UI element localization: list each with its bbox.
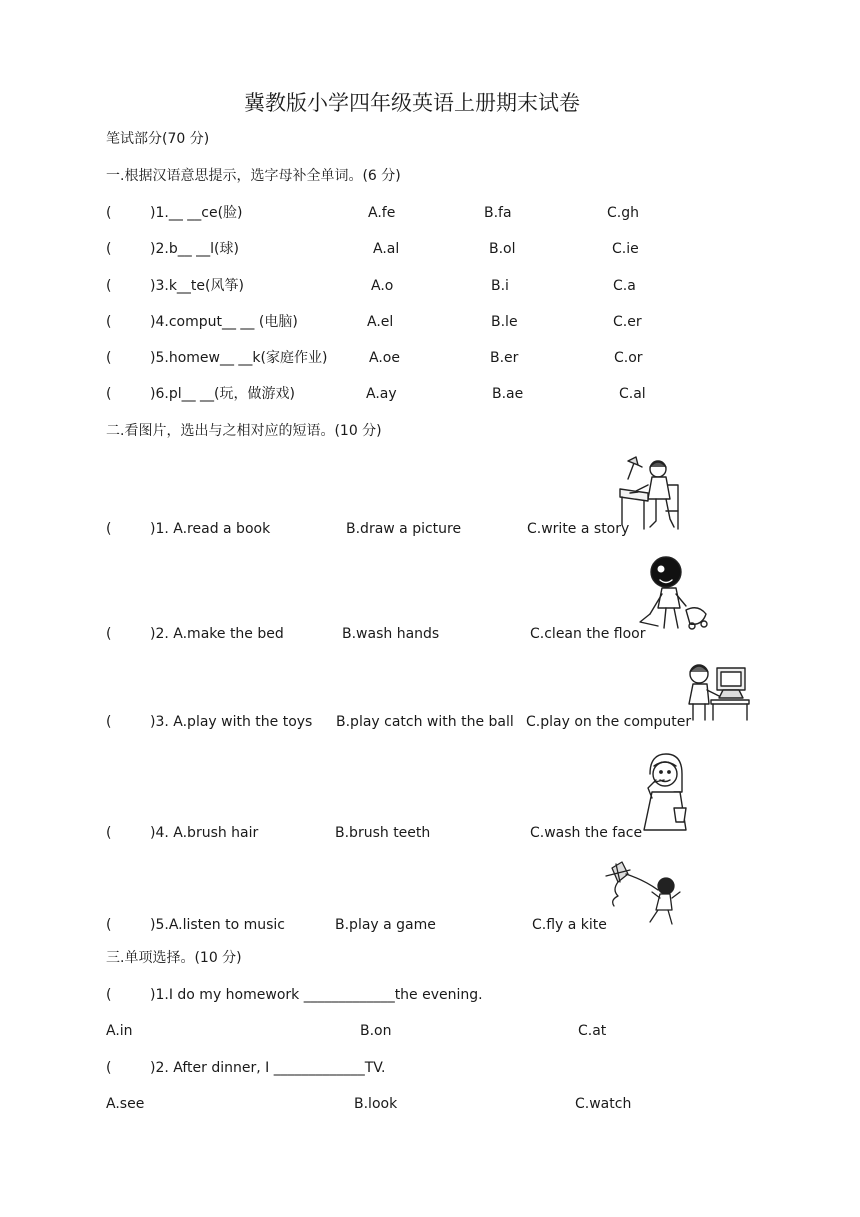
question-stem: )2. After dinner, I _____________TV. [150, 1060, 386, 1076]
answer-paren: ( [106, 278, 112, 294]
brush-teeth-illustration [638, 752, 692, 832]
option-c: C.al [619, 386, 646, 402]
option-c: C.er [613, 314, 642, 330]
option-b: B.play catch with the ball [336, 714, 514, 730]
question-stem: )1.__ __ce(脸) [150, 205, 243, 221]
option-b: B.er [490, 350, 519, 366]
option-c: C.wash the face [530, 825, 643, 841]
option-a: A.oe [369, 350, 400, 366]
answer-paren: ( [106, 1060, 112, 1076]
question-stem: )4. A.brush hair [150, 825, 259, 841]
clean-floor-illustration [636, 552, 714, 634]
option-c: C.or [614, 350, 643, 366]
answer-paren: ( [106, 987, 112, 1003]
option-a: A.see [106, 1096, 145, 1112]
question-stem: )6.pl__ __(玩，做游戏) [150, 386, 295, 402]
option-b: B.ol [489, 241, 516, 257]
question-stem: )3.k__te(风筝) [150, 278, 244, 294]
option-a: A.al [373, 241, 400, 257]
option-c: C.clean the floor [530, 626, 646, 642]
option-c: C.a [613, 278, 636, 294]
option-c: C.gh [607, 205, 639, 221]
fly-kite-illustration [600, 860, 682, 926]
answer-paren: ( [106, 825, 112, 841]
question-stem: )2. A.make the bed [150, 626, 284, 642]
answer-paren: ( [106, 626, 112, 642]
option-b: B.le [491, 314, 518, 330]
section2-heading: 二.看图片，选出与之相对应的短语。(10 分) [106, 423, 382, 439]
answer-paren: ( [106, 350, 112, 366]
question-stem: )2.b__ __l(球) [150, 241, 239, 257]
option-c: C.write a story [527, 521, 630, 537]
question-stem: )1. A.read a book [150, 521, 271, 537]
option-a: A.ay [366, 386, 397, 402]
option-b: B.brush teeth [335, 825, 431, 841]
question-stem: )5.homew__ __k(家庭作业) [150, 350, 328, 366]
option-b: B.on [360, 1023, 392, 1039]
answer-paren: ( [106, 314, 112, 330]
answer-paren: ( [106, 917, 112, 933]
option-a: A.fe [368, 205, 396, 221]
written-part-label: 笔试部分(70 分) [106, 131, 210, 147]
option-b: B.i [491, 278, 509, 294]
section3-heading: 三.单项选择。(10 分) [106, 950, 242, 966]
option-a: A.in [106, 1023, 133, 1039]
option-b: B.draw a picture [346, 521, 462, 537]
option-b: B.wash hands [342, 626, 440, 642]
option-c: C.play on the computer [526, 714, 692, 730]
section1-heading: 一.根据汉语意思提示，选字母补全单词。(6 分) [106, 168, 401, 184]
computer-illustration [683, 660, 751, 722]
option-b: B.ae [492, 386, 524, 402]
option-b: B.fa [484, 205, 512, 221]
write-story-illustration [614, 455, 682, 535]
question-stem: )3. A.play with the toys [150, 714, 313, 730]
question-stem: )1.I do my homework _____________the evening. [150, 987, 483, 1003]
answer-paren: ( [106, 521, 112, 537]
question-stem: )4.comput__ __ (电脑) [150, 314, 298, 330]
option-b: B.look [354, 1096, 398, 1112]
option-a: A.o [371, 278, 394, 294]
option-c: C.ie [612, 241, 639, 257]
option-b: B.play a game [335, 917, 436, 933]
option-c: C.at [578, 1023, 607, 1039]
option-c: C.watch [575, 1096, 632, 1112]
page-title: 冀教版小学四年级英语上册期末试卷 [244, 91, 580, 115]
answer-paren: ( [106, 714, 112, 730]
option-c: C.fly a kite [532, 917, 607, 933]
question-stem: )5.A.listen to music [150, 917, 285, 933]
answer-paren: ( [106, 386, 112, 402]
answer-paren: ( [106, 241, 112, 257]
option-a: A.el [367, 314, 394, 330]
answer-paren: ( [106, 205, 112, 221]
